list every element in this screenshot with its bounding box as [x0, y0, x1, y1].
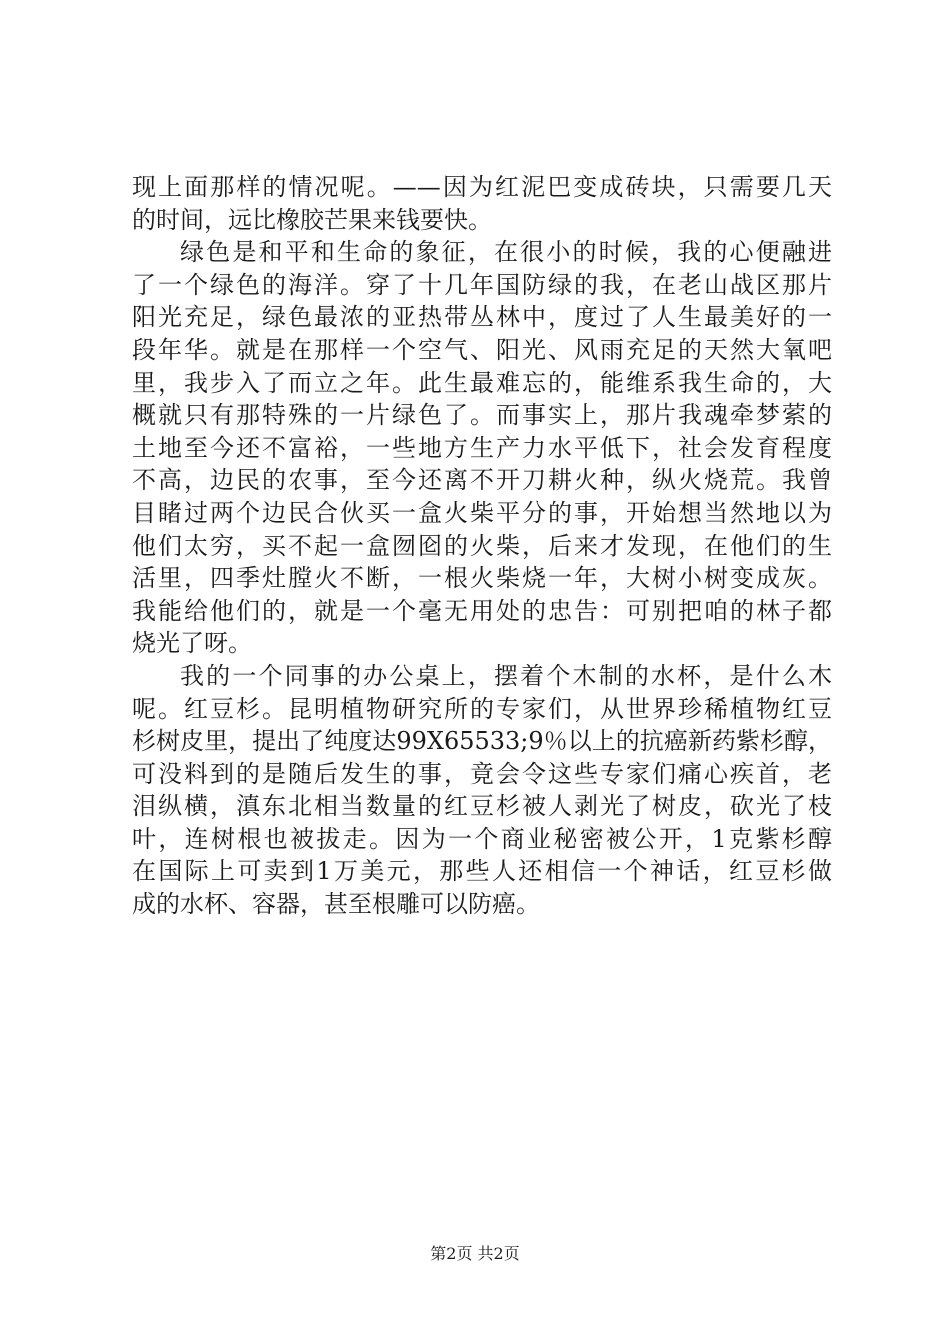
text-line: 活里，四季灶膛火不断，一根火柴烧一年，大树小树变成灰。	[132, 564, 832, 593]
text-line: 段年华。就是在那样一个空气、阳光、风雨充足的天然大氧吧	[132, 335, 832, 364]
text-line: 在国际上可卖到1万美元，那些人还相信一个神话，红豆杉做	[132, 857, 832, 886]
text-line: 不高，边民的农事，至今还离不开刀耕火种，纵火烧荒。我曾	[132, 466, 832, 495]
text-line: 的时间，远比橡胶芒果来钱要快。	[132, 205, 492, 234]
text-line: 我能给他们的，就是一个毫无用处的忠告：可别把咱的林子都	[132, 596, 832, 625]
text-line: 他们太穷，买不起一盒囫囵的火柴，后来才发现，在他们的生	[132, 531, 832, 560]
text-line: 呢。红豆杉。昆明植物研究所的专家们，从世界珍稀植物红豆	[132, 694, 832, 723]
text-line: 泪纵横，滇东北相当数量的红豆杉被人剥光了树皮，砍光了枝	[132, 792, 832, 821]
text-line: 可没料到的是随后发生的事，竟会令这些专家们痛心疾首，老	[132, 759, 832, 788]
text-line: 了一个绿色的海洋。穿了十几年国防绿的我，在老山战区那片	[132, 270, 832, 299]
text-line: 杉树皮里，提出了纯度达99X65533;9％以上的抗癌新药紫杉醇，	[132, 727, 832, 756]
text-line: 叶，连树根也被拔走。因为一个商业秘密被公开，1克紫杉醇	[132, 824, 832, 853]
text-line: 现上面那样的情况呢。——因为红泥巴变成砖块，只需要几天	[132, 173, 832, 201]
text-line: 烧光了呀。	[132, 629, 252, 658]
document-body	[132, 171, 832, 921]
paragraph-start-line: 绿色是和平和生命的象征，在很小的时候，我的心便融进	[180, 238, 832, 267]
text-line: 土地至今还不富裕，一些地方生产力水平低下，社会发育程度	[132, 433, 832, 462]
page-number-footer: 第2页 共2页	[430, 1244, 520, 1263]
text-line: 里，我步入了而立之年。此生最难忘的，能维系我生命的，大	[132, 368, 832, 397]
text-line: 概就只有那特殊的一片绿色了。而事实上，那片我魂牵梦萦的	[132, 401, 832, 430]
text-line: 目睹过两个边民合伙买一盒火柴平分的事，开始想当然地以为	[132, 498, 832, 527]
text-line: 阳光充足，绿色最浓的亚热带丛林中，度过了人生最美好的一	[132, 303, 832, 332]
paragraph-start-line: 我的一个同事的办公桌上，摆着个木制的水杯，是什么木	[180, 661, 832, 690]
text-line: 成的水杯、容器，甚至根雕可以防癌。	[132, 890, 540, 919]
